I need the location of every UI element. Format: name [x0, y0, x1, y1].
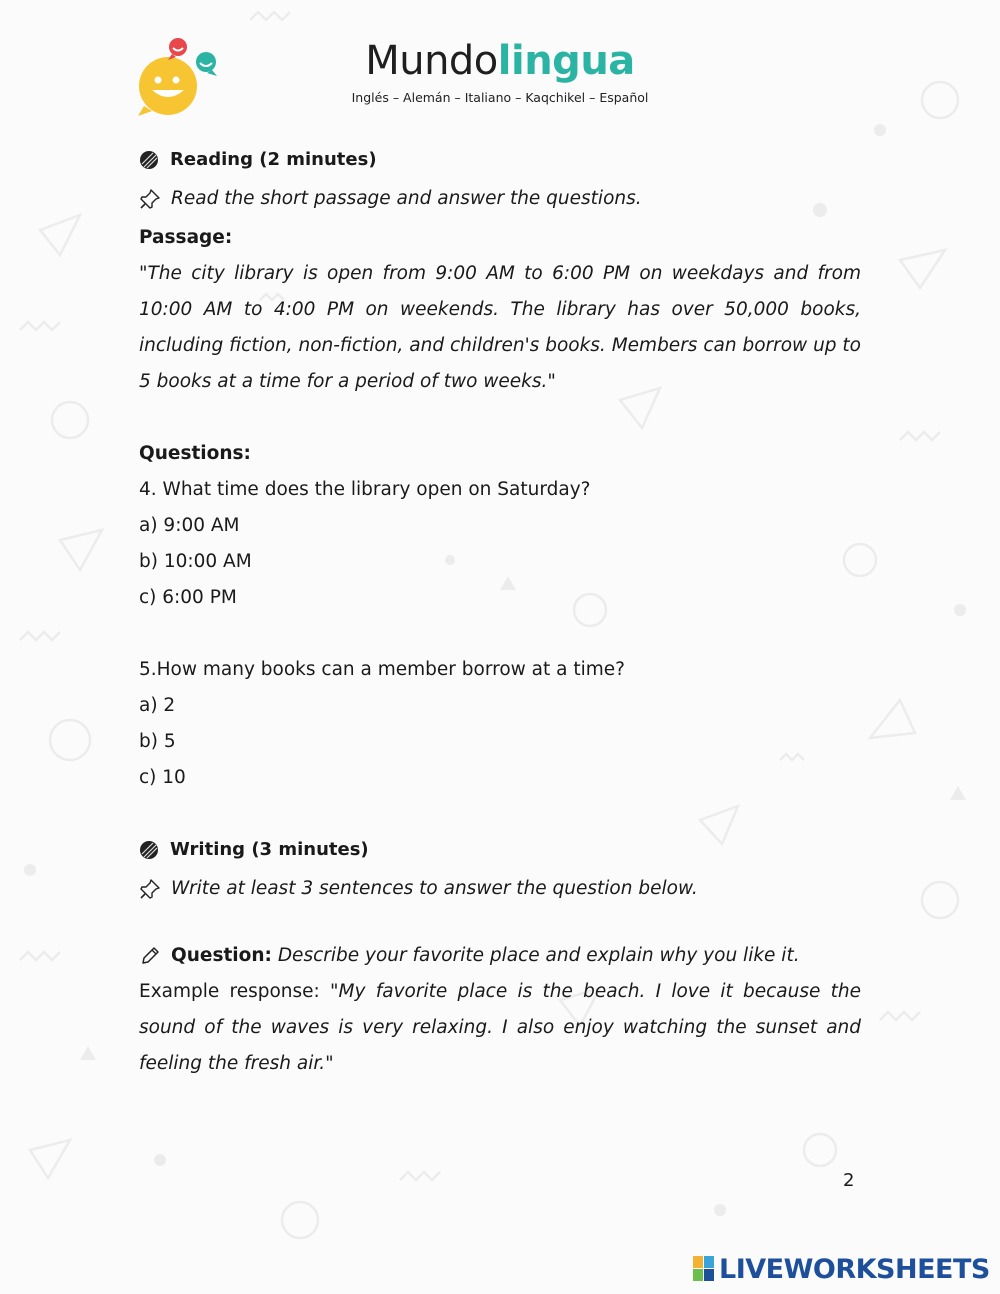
- writing-instruction-text: Write at least 3 sentences to answer the question below.: [171, 878, 698, 899]
- pencil-icon: [139, 945, 161, 967]
- liveworksheets-watermark: [693, 1253, 990, 1285]
- question-option[interactable]: c) 10: [139, 767, 186, 788]
- example-label: Example response:: [139, 981, 320, 1002]
- brand-part-2: lingua: [497, 38, 635, 84]
- brand-tagline: Inglés – Alemán – Italiano – Kaqchikel – Español: [351, 90, 649, 105]
- reading-instruction: [139, 178, 861, 220]
- passage-text: "The city library is open from 9:00 AM to 6:00 PM on weekdays and from 10:00 AM to 4:00 PM on weekends. The library has over 50,000 books, including fiction, non-fiction, and children's books. Members can borrow up to 5 books at a time for a period of two weeks.": [139, 263, 861, 392]
- question-option[interactable]: a) 9:00 AM: [139, 515, 240, 536]
- writing-instruction: [139, 868, 861, 910]
- reading-instruction-text: Read the short passage and answer the questions.: [171, 188, 642, 209]
- worksheet-content: [139, 142, 861, 1082]
- question-text: 4. What time does the library open on Saturday?: [139, 479, 591, 500]
- question-option[interactable]: b) 10:00 AM: [139, 551, 252, 572]
- writing-title: Writing (3 minutes): [170, 839, 369, 860]
- liveworksheets-text: LIVEWORKSHEETS: [719, 1253, 990, 1285]
- brand-part-1: Mundo: [365, 38, 498, 84]
- reading-heading: [139, 142, 861, 178]
- question-option[interactable]: b) 5: [139, 731, 176, 752]
- question-option[interactable]: a) 2: [139, 695, 176, 716]
- questions-label: Questions:: [139, 443, 251, 464]
- writing-question-label: Question:: [171, 945, 272, 966]
- question-5: [139, 652, 861, 796]
- reading-title: Reading (2 minutes): [170, 149, 377, 170]
- writing-heading: [139, 832, 861, 868]
- passage-label: Passage:: [139, 227, 233, 248]
- page-number: 2: [843, 1170, 855, 1191]
- writing-question-text: Describe your favorite place and explain why you like it.: [277, 945, 800, 966]
- pushpin-icon: [139, 188, 161, 210]
- brand-title: [300, 38, 700, 84]
- question-option[interactable]: c) 6:00 PM: [139, 587, 237, 608]
- mundolingua-logo-icon: [134, 36, 224, 118]
- example-text: "My favorite place is the beach. I love it because the sound of the waves is very relaxing. I also enjoy watching the sunset and feeling the fresh air.": [139, 981, 861, 1074]
- liveworksheets-logo-icon: [693, 1256, 715, 1282]
- hatched-ball-icon: [139, 840, 159, 860]
- example-response: [139, 974, 861, 1082]
- hatched-ball-icon: [139, 150, 159, 170]
- writing-question: [139, 938, 861, 974]
- pushpin-icon: [139, 878, 161, 900]
- question-text: 5.How many books can a member borrow at a time?: [139, 659, 625, 680]
- question-4: [139, 472, 861, 616]
